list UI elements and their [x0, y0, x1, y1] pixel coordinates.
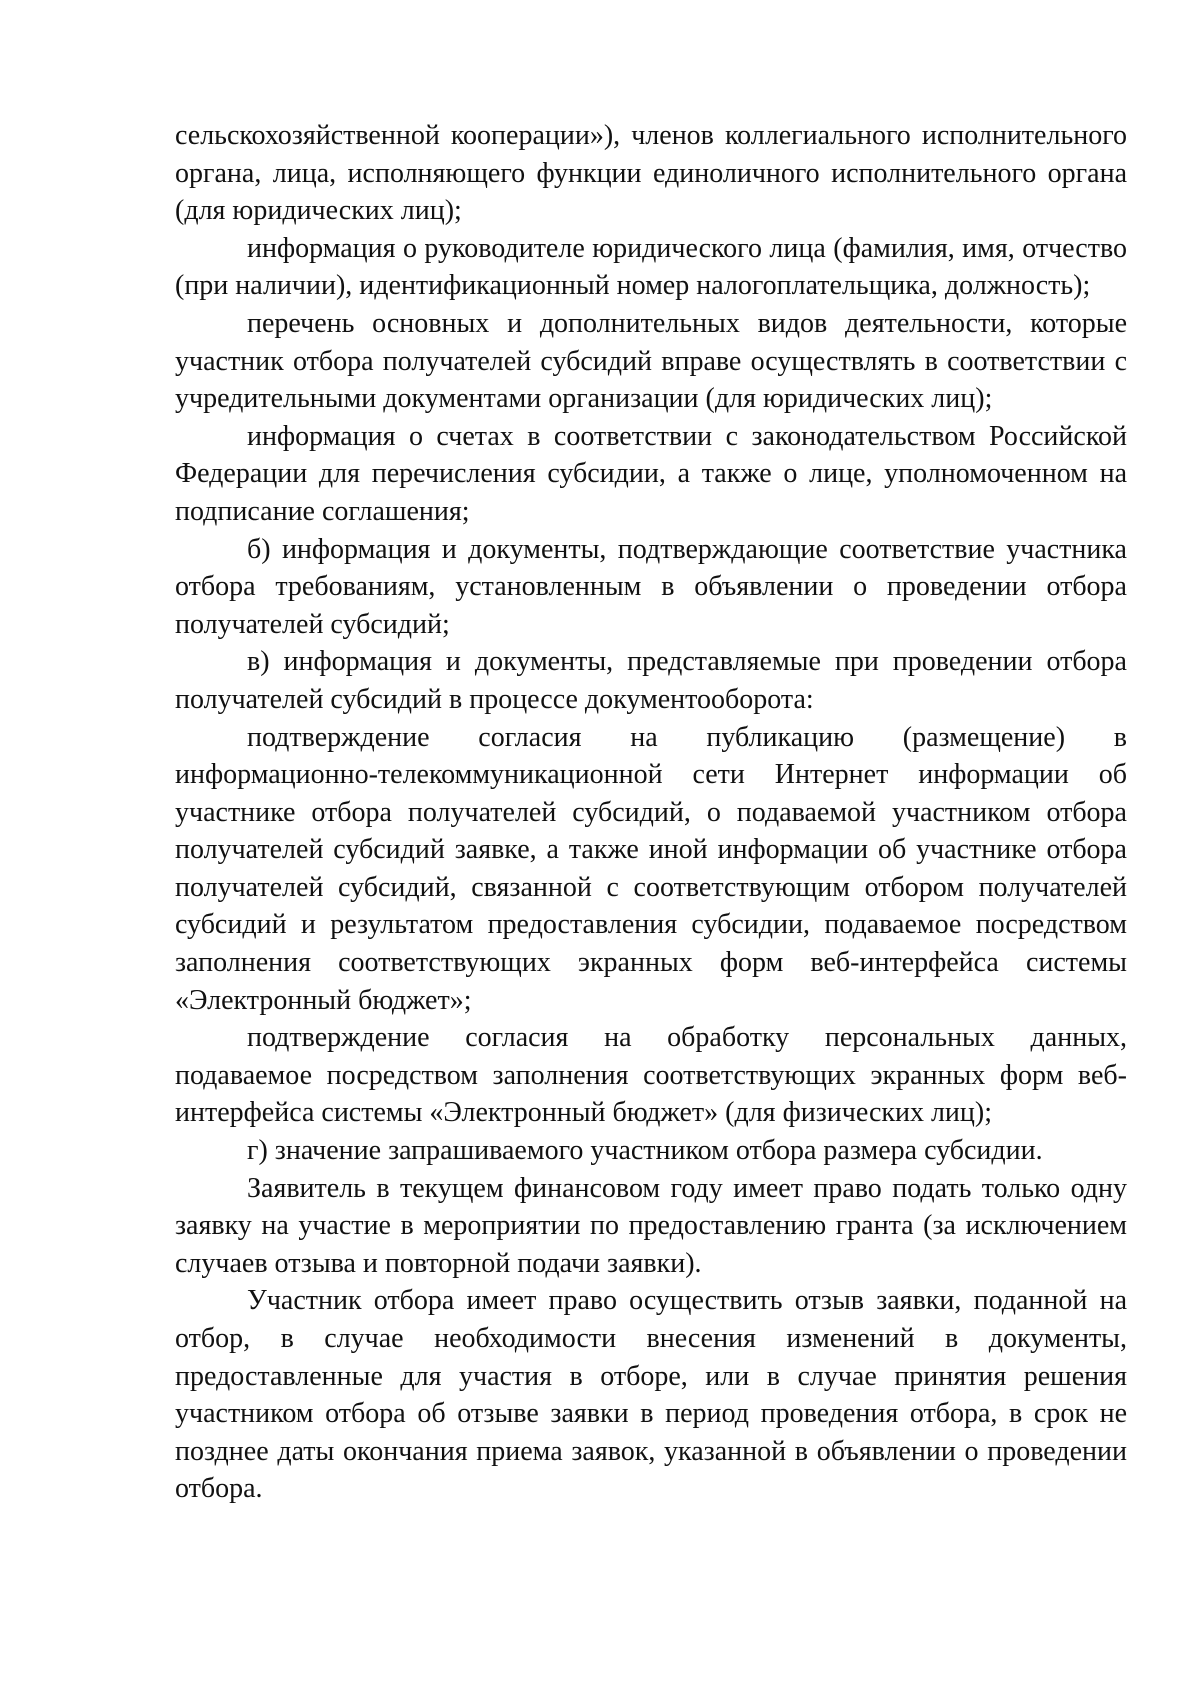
paragraph-item-v: в) информация и документы, представляемые при проведении отбора получателей субсидий в процессе документооборота:: [175, 646, 1127, 715]
paragraph-personal-data-consent: подтверждение согласия на обработку персональных данных, подаваемое посредством заполнения соответствующих экранных форм веб-интерфейса системы «Электронный бюджет» (для физических лиц);: [175, 1022, 1127, 1129]
paragraph-item-g: г) значение запрашиваемого участником отбора размера субсидии.: [247, 1135, 1043, 1167]
paragraph-accounts: информация о счетах в соответствии с законодательством Российской Федерации для перечисления субсидии, а также о лице, уполномоченном на подписание соглашения;: [175, 420, 1127, 527]
paragraph-continuation: сельскохозяйственной кооперации»), членов коллегиального исполнительного органа, лица, исполняющего функции единоличного исполнительного органа (для юридических лиц);: [175, 120, 1127, 227]
paragraph-item-b: б) информация и документы, подтверждающие соответствие участника отбора требованиям, установленным в объявлении о проведении отбора получателей субсидий;: [175, 533, 1127, 640]
paragraph-publication-consent: подтверждение согласия на публикацию (размещение) в информационно-телекоммуникационной сети Интернет информации об участнике отбора получателей субсидий, о подаваемой участником отбора получателей субсидий заявке, а также иной информации об участнике отбора получателей субсидий, связанной с соответствующим отбором получателей субсидий и результатом предоставления субсидии, подаваемое посредством заполнения соответствующих экранных форм веб-интерфейса системы «Электронный бюджет»;: [175, 721, 1127, 1016]
paragraph-one-application: Заявитель в текущем финансовом году имеет право подать только одну заявку на участие в мероприятии по предоставлению гранта (за исключением случаев отзыва и повторной подачи заявки).: [175, 1172, 1127, 1279]
paragraph-head-info: информация о руководителе юридического лица (фамилия, имя, отчество (при наличии), идентификационный номер налогоплательщика, должность);: [175, 232, 1127, 302]
paragraph-withdrawal: Участник отбора имеет право осуществить отзыв заявки, поданной на отбор, в случае необходимости внесения изменений в документы, предоставленные для участия в отборе, или в случае принятия решения участником отбора об отзыве заявки в период проведения отбора, в срок не позднее даты окончания приема заявок, указанной в объявлении о проведении отбора.: [175, 1285, 1127, 1505]
paragraph-activities: перечень основных и дополнительных видов деятельности, которые участник отбора получателей субсидий вправе осуществлять в соответствии с учредительными документами организации (для юридических лиц);: [175, 307, 1127, 415]
document-body: [175, 117, 1127, 1508]
